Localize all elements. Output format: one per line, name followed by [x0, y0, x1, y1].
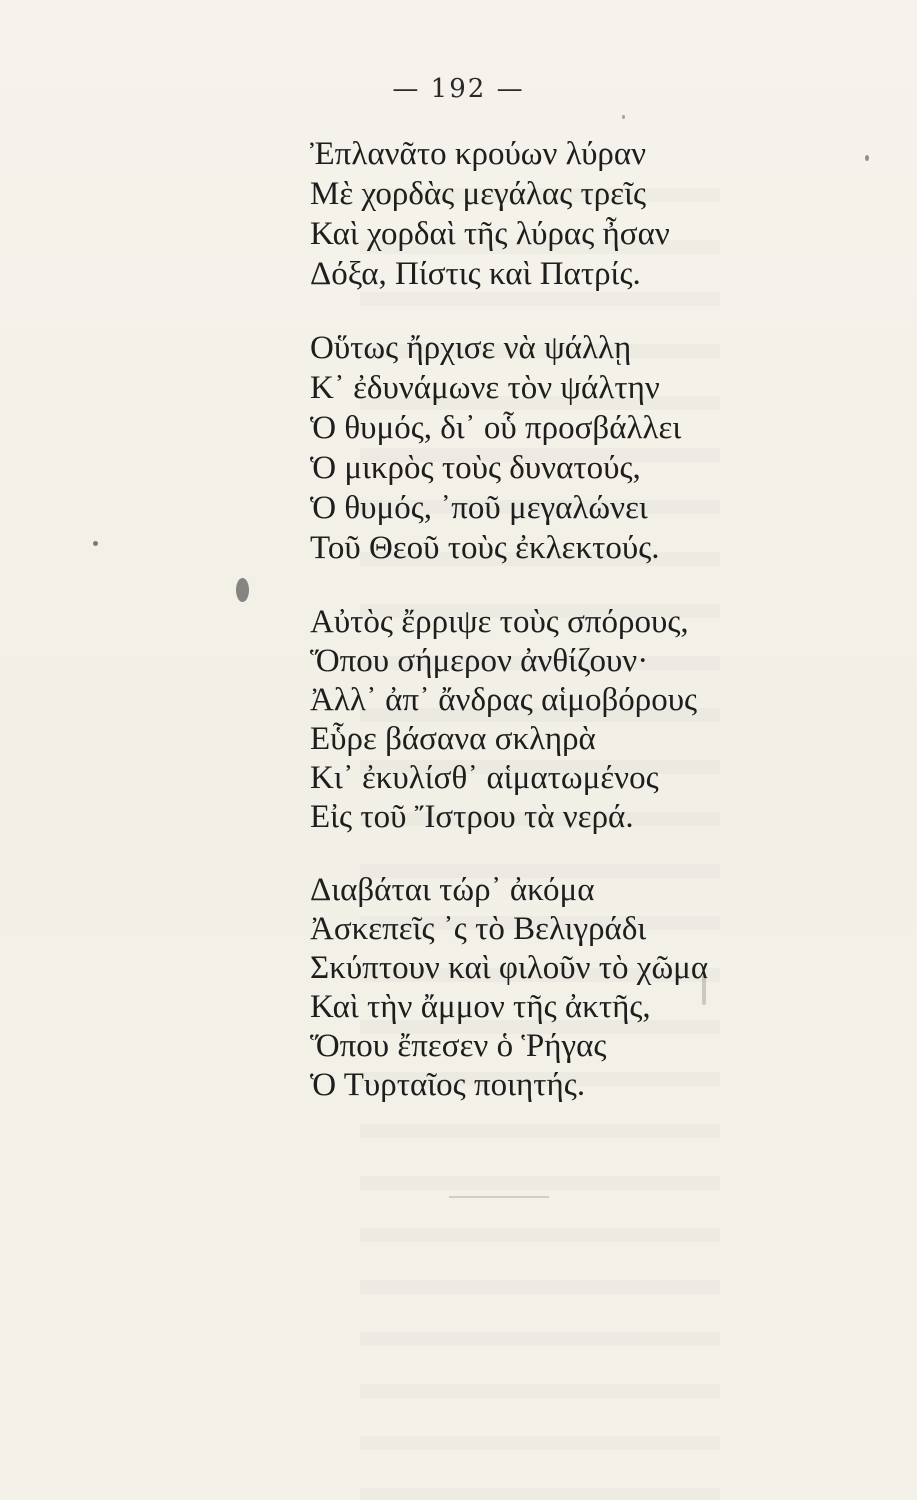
verse-line: Ὁ θυμός, ᾽ποῦ μεγαλώνει: [310, 490, 648, 526]
stanza: [310, 134, 750, 294]
verse-line: Ἐπλανᾶτο κρούων λύραν: [310, 136, 647, 172]
verse-line: Διαβάται τώρ᾽ ἀκόμα: [310, 872, 595, 908]
page-number: — 192 —: [392, 74, 525, 104]
verse-line: Αὐτὸς ἔρριψε τοὺς σπόρους,: [310, 604, 689, 640]
verse-line: Εὗρε βάσανα σκληρὰ: [310, 721, 596, 757]
stanza: [310, 870, 750, 1104]
verse-line: Δόξα, Πίστις καὶ Πατρίς.: [310, 256, 641, 292]
verse-line: Ἀλλ᾽ ἀπ᾽ ἄνδρας αἱμοβόρους: [310, 682, 698, 718]
verse-line: Τοῦ Θεοῦ τοὺς ἐκλεκτούς.: [310, 530, 660, 566]
ink-speck: [622, 115, 625, 119]
verse-line: Κι᾽ ἐκυλίσθ᾽ αἱματωμένος: [310, 760, 659, 796]
verse-line: Καὶ χορδαὶ τῆς λύρας ἦσαν: [310, 216, 670, 252]
ink-speck: [702, 975, 706, 1005]
stanza: [310, 328, 750, 568]
verse-line: Ὁ Τυρταῖος ποιητής.: [310, 1067, 586, 1103]
verse-line: Μὲ χορδὰς μεγάλας τρεῖς: [310, 176, 647, 212]
verse-line: Ὁ θυμός, δι᾽ οὗ προσβάλλει: [310, 410, 682, 446]
verse-line: Σκύπτουν καὶ φιλοῦν τὸ χῶμα: [310, 950, 709, 986]
poem: [310, 134, 750, 1138]
verse-line: Ὅπου ἔπεσεν ὁ Ῥήγας: [310, 1028, 607, 1064]
verse-line: Ὅπου σήμερον ἀνθίζουν·: [310, 643, 649, 679]
verse-line: Κ᾽ ἐδυνάμωνε τὸν ψάλτην: [310, 370, 660, 406]
ink-spot: [236, 578, 249, 602]
verse-line: Εἰς τοῦ Ἴστρου τὰ νερά.: [310, 799, 634, 835]
ink-speck: [93, 541, 98, 546]
verse-line: Οὕτως ἤρχισε νὰ ψάλλῃ: [310, 330, 632, 366]
verse-line: Ὁ μικρὸς τοὺς δυνατούς,: [310, 450, 641, 486]
verse-line: Καὶ τὴν ἄμμον τῆς ἀκτῆς,: [310, 989, 651, 1025]
stanza: [310, 602, 750, 836]
verse-line: Ἀσκεπεῖς ᾽ς τὸ Βελιγράδι: [310, 911, 647, 947]
ink-speck: [865, 155, 869, 161]
bleed-through-rule: [449, 1196, 549, 1198]
